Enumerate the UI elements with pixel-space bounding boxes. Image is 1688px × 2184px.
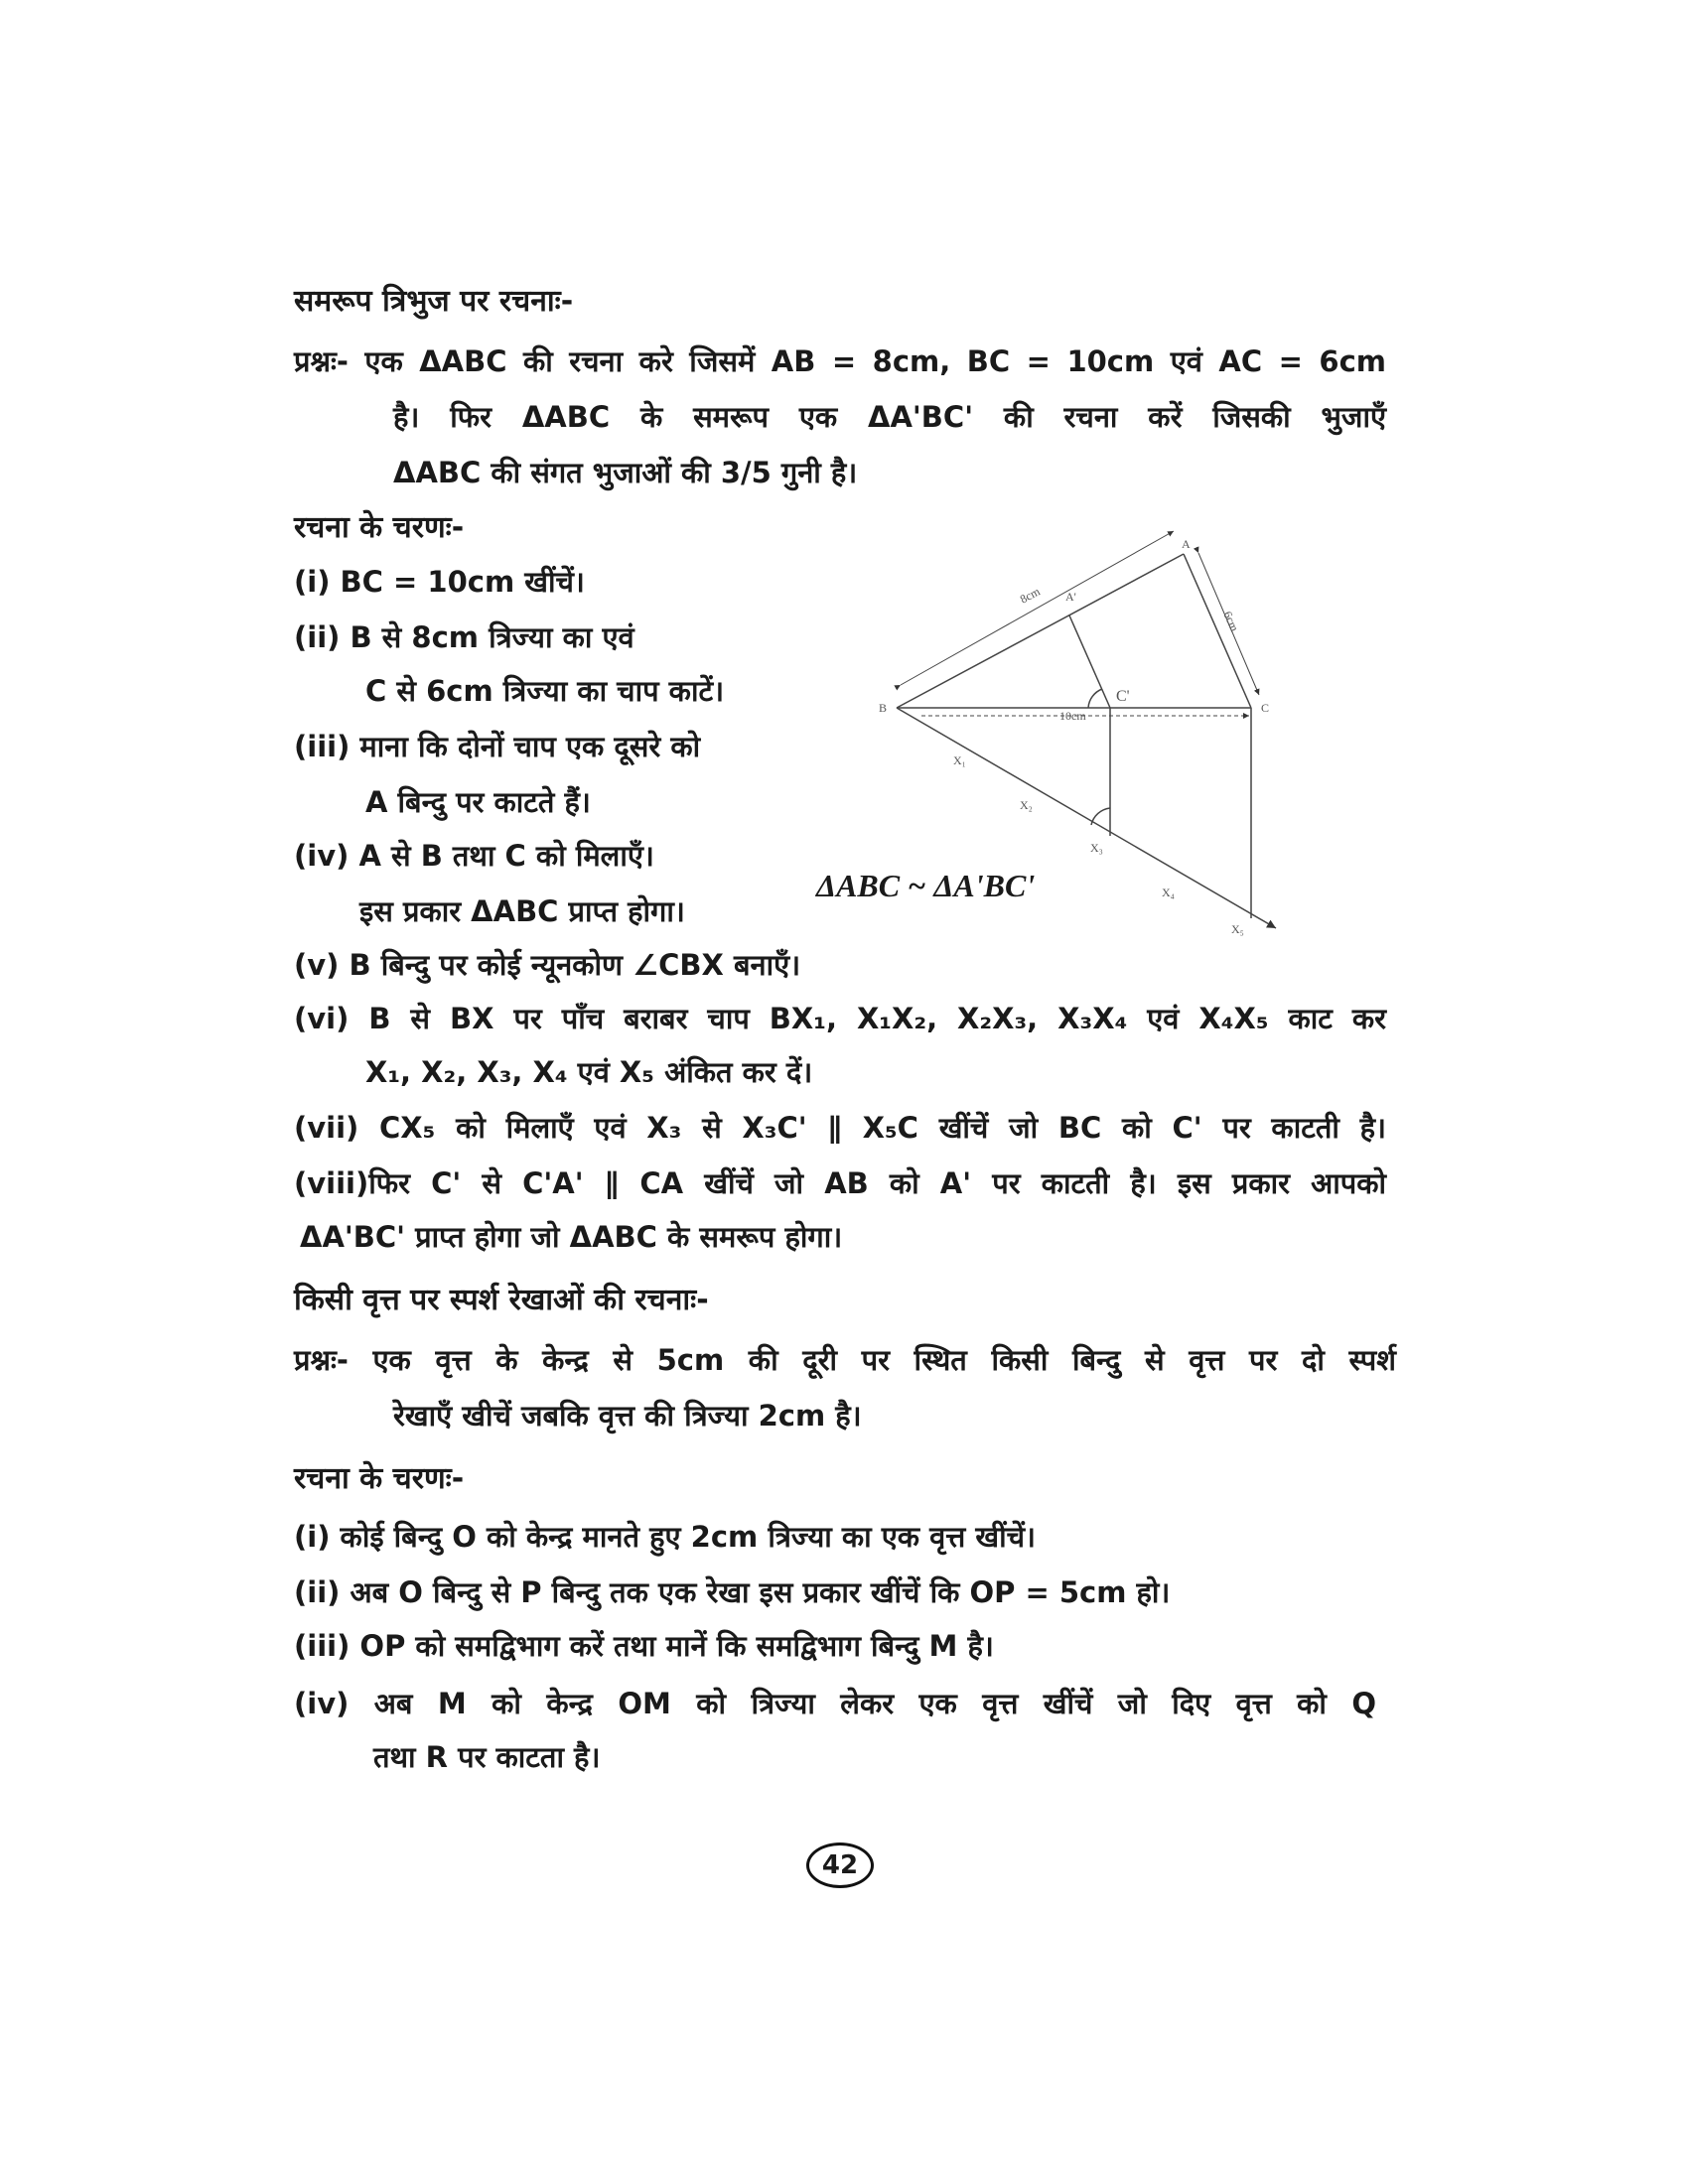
line-a-prime-c-prime xyxy=(1069,615,1110,708)
step: (viii)फिर C' से C'A' ∥ CA खींचें जो AB को A' पर काटती है। इस प्रकार आपको xyxy=(294,1166,1386,1200)
question-line: है। फिर ΔABC के समरूप एक ΔA'BC' की रचना करें जिसकी भुजाएँ xyxy=(393,400,1386,434)
step: (i) BC = 10cm खींचें। xyxy=(294,565,585,599)
step: (vii) CX₅ को मिलाएँ एवं X₃ से X₃C' ∥ X₅C खींचें जो BC को C' पर काटती है। xyxy=(294,1111,1386,1145)
steps-title: रचना के चरणः- xyxy=(294,510,465,545)
label-x3: X₃ xyxy=(1090,841,1103,855)
label-c-prime: C' xyxy=(1116,688,1130,705)
label-c: C xyxy=(1261,701,1270,715)
label-x1: X₁ xyxy=(953,753,966,767)
step: (v) B बिन्दु पर कोई न्यूनकोण ∠CBX बनाएँ। xyxy=(294,948,801,982)
measure-ab xyxy=(901,531,1174,685)
step: A बिन्दु पर काटते हैं। xyxy=(365,785,591,819)
section-title: किसी वृत्त पर स्पर्श रेखाओं की रचनाः- xyxy=(294,1283,709,1317)
step: (ii) अब O बिन्दु से P बिन्दु तक एक रेखा इस प्रकार खींचें कि OP = 5cm हो। xyxy=(294,1575,1171,1609)
angle-arc xyxy=(1088,689,1102,708)
label-b: B xyxy=(879,701,888,715)
question-line: प्रश्नः- एक ΔABC की रचना करे जिसमें AB = 8cm, BC = 10cm एवं AC = 6cm xyxy=(294,344,1386,378)
side-ac xyxy=(1184,554,1251,708)
label-a: A xyxy=(1182,537,1191,551)
label-x2: X₂ xyxy=(1020,798,1033,812)
step: (iii) OP को समद्विभाग करें तथा मानें कि समद्विभाग बिन्दु M है। xyxy=(294,1629,994,1663)
measure-ab-label: 8cm xyxy=(1017,584,1043,607)
measure-ac-label: 6cm xyxy=(1220,609,1242,634)
step: (iii) माना कि दोनों चाप एक दूसरे को xyxy=(294,730,701,763)
step: C से 6cm त्रिज्या का चाप काटें। xyxy=(365,674,725,708)
step: (iv) A से B तथा C को मिलाएँ। xyxy=(294,839,654,873)
page-number: 42 xyxy=(806,1843,874,1888)
step: इस प्रकार ΔABC प्राप्त होगा। xyxy=(359,894,685,928)
step: ΔA'BC' प्राप्त होगा जो ΔABC के समरूप होगा। xyxy=(300,1220,843,1254)
step: तथा R पर काटता है। xyxy=(373,1740,601,1774)
section-title: समरूप त्रिभुज पर रचनाः- xyxy=(294,284,574,319)
question-line: प्रश्नः- एक वृत्त के केन्द्र से 5cm की दूरी पर स्थित किसी बिन्दु से वृत्त पर दो स्पर्श xyxy=(294,1343,1396,1377)
label-x5: X₅ xyxy=(1231,922,1244,936)
label-a-prime: A' xyxy=(1065,590,1076,604)
measure-bc-label: 10cm xyxy=(1059,709,1086,723)
side-ba xyxy=(897,554,1184,708)
step: X₁, X₂, X₃, X₄ एवं X₅ अंकित कर दें। xyxy=(365,1055,813,1089)
step: (ii) B से 8cm त्रिज्या का एवं xyxy=(294,620,634,654)
step: (i) कोई बिन्दु O को केन्द्र मानते हुए 2cm त्रिज्या का एक वृत्त खींचें। xyxy=(294,1520,1037,1554)
steps-title: रचना के चरणः- xyxy=(294,1461,465,1496)
similarity-caption: ΔABC ~ ΔA'BC' xyxy=(816,868,1036,903)
step: (vi) B से BX पर पाँच बराबर चाप BX₁, X₁X₂, X₂X₃, X₃X₄ एवं X₄X₅ काट कर xyxy=(294,1002,1386,1035)
label-x4: X₄ xyxy=(1162,886,1175,899)
question-line: ΔABC की संगत भुजाओं की 3/5 गुनी है। xyxy=(393,456,858,489)
step: (iv) अब M को केन्द्र OM को त्रिज्या लेकर एक वृत्त खींचें जो दिए वृत्त को Q xyxy=(294,1687,1376,1720)
question-line: रेखाएँ खीचें जबकि वृत्त की त्रिज्या 2cm है। xyxy=(393,1399,862,1433)
